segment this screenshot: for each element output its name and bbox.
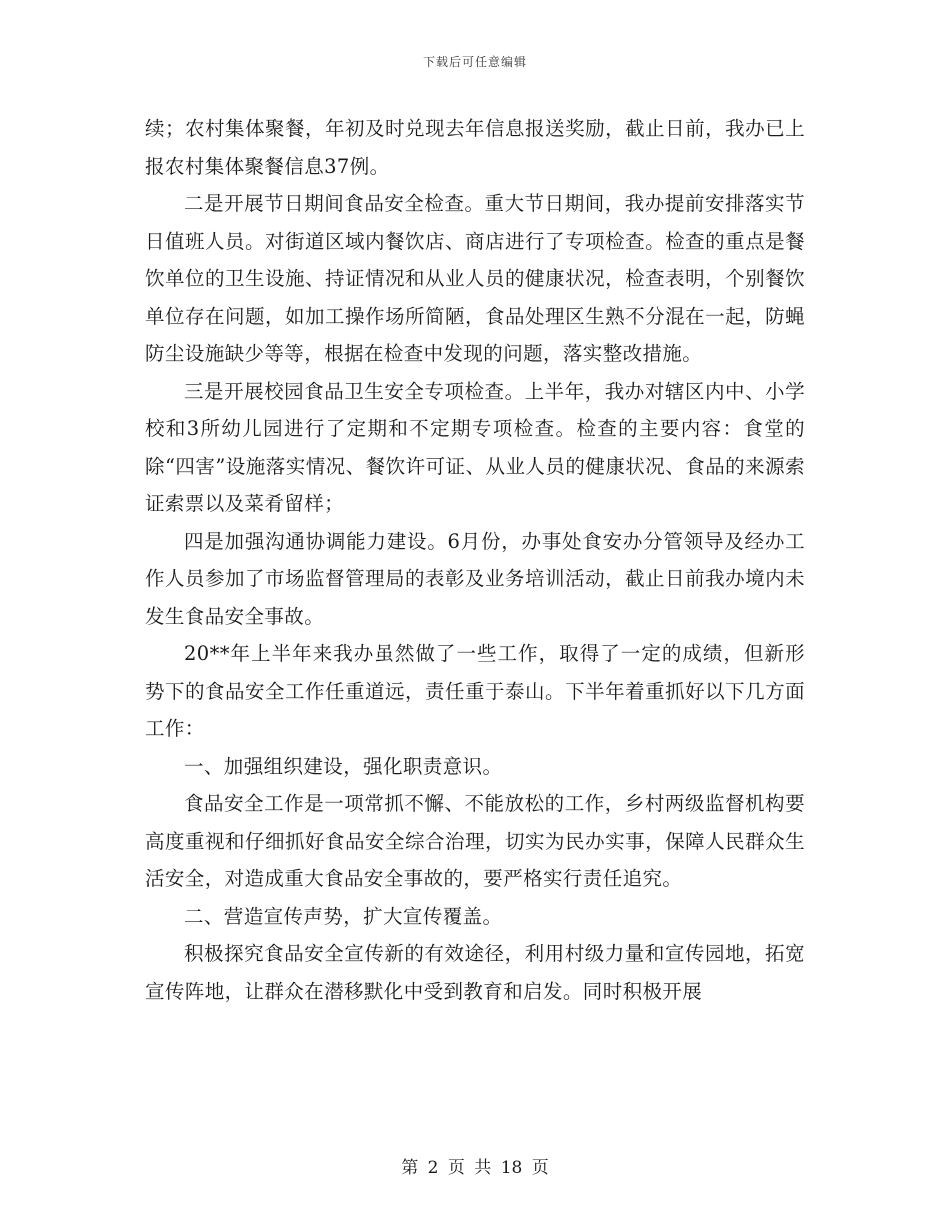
section-heading: 二、营造宣传声势，扩大宣传覆盖。 xyxy=(184,904,503,928)
page-header: 下载后可任意编辑 xyxy=(422,55,527,69)
paragraph: 20**年上半年来我办虽然做了一些工作，取得了一定的成绩，但新形势下的食品安全工作任重道远，责任重于泰山。下半年着重抓好以下几方面工作： xyxy=(145,642,805,740)
page-number-footer: 第 2 页 共 18 页 xyxy=(401,1158,549,1178)
paragraph: 三是开展校园食品卫生安全专项检查。上半年，我办对辖区内中、小学校和3所幼儿园进行了定期和不定期专项检查。检查的主要内容：食堂的除“四害”设施落实情况、餐饮许可证、从业人员的健康状况、食品的来源索证索票以及菜肴留样； xyxy=(145,379,805,515)
document-body xyxy=(145,110,805,1010)
paragraph: 食品安全工作是一项常抓不懈、不能放松的工作，乡村两级监督机构要高度重视和仔细抓好食品安全综合治理，切实为民办实事，保障人民群众生活安全，对造成重大食品安全事故的，要严格实行责任追究。 xyxy=(145,792,805,890)
paragraph: 续；农村集体聚餐，年初及时兑现去年信息报送奖励，截止日前，我办已上报农村集体聚餐信息37例。 xyxy=(145,117,805,178)
paragraph: 积极探究食品安全宣传新的有效途径，利用村级力量和宣传园地，拓宽宣传阵地，让群众在潜移默化中受到教育和启发。同时积极开展 xyxy=(145,942,805,1003)
paragraph: 四是加强沟通协调能力建设。6月份，办事处食安办分管领导及经办工作人员参加了市场监督管理局的表彰及业务培训活动，截止日前我办境内未发生食品安全事故。 xyxy=(145,529,805,628)
paragraph: 二是开展节日期间食品安全检查。重大节日期间，我办提前安排落实节日值班人员。对街道区域内餐饮店、商店进行了专项检查。检查的重点是餐饮单位的卫生设施、持证情况和从业人员的健康状况，检查表明，个别餐饮单位存在问题，如加工操作场所简陋，食品处理区生熟不分混在一起，防蝇防尘设施缺少等等，根据在检查中发现的问题，落实整改措施。 xyxy=(145,192,805,365)
section-heading: 一、加强组织建设，强化职责意识。 xyxy=(184,754,503,778)
